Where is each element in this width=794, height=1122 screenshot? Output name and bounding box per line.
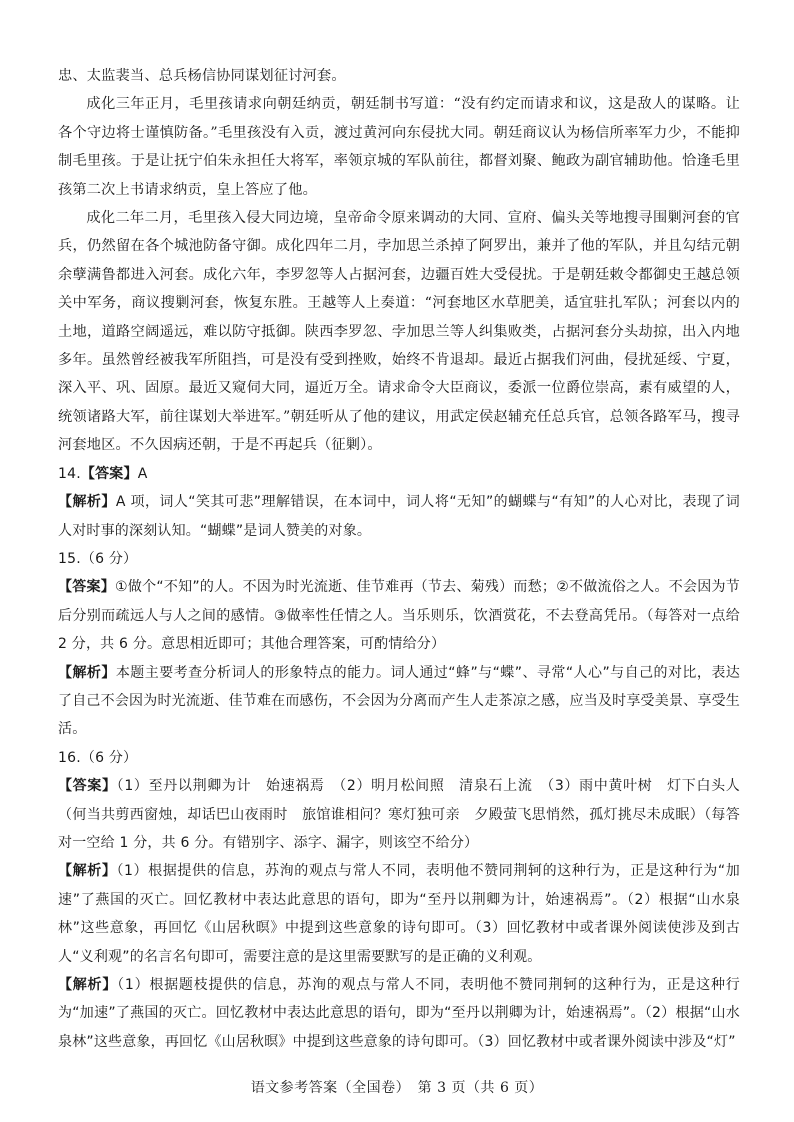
question-15 bbox=[58, 545, 740, 744]
question-heading: 16.（6 分） bbox=[58, 749, 138, 766]
question-heading: 15.（6 分） bbox=[58, 550, 138, 567]
explanation-tag: 【解析】 bbox=[58, 863, 117, 880]
explanation-text: （1）根据题枝提供的信息，苏洵的观点与常人不同，表明他不赞同荆轲的这种行为，正是这种行为“加速”了燕国的灭亡。回忆教材中表达此意思的语句，即为“至丹以荆卿为计，始速祸焉”。（2）根据“山水泉林”这些意象，再回忆《山居秋暝》中提到这些意象的诗句即可。（3）回忆教材中或者课外阅读中涉及“灯” bbox=[58, 977, 740, 1050]
answer-text: A bbox=[137, 465, 148, 482]
question-15-explanation bbox=[58, 659, 740, 744]
question-16-explanation bbox=[58, 857, 740, 971]
explanation-text: 本题主要考查分析词人的形象特点的能力。词人通过“蜂”与“蝶”、寻常“人心”与自己的对比，表达了自己不会因为时光流逝、佳节难在而感伤，不会因为分离而产生人走茶凉之感，应当及时享受美景、享受生活。 bbox=[58, 664, 740, 738]
question-15-answer bbox=[58, 573, 740, 658]
question-16 bbox=[58, 744, 740, 1056]
question-14-explanation bbox=[58, 488, 740, 545]
translation-paragraph: 忠、太监裴当、总兵杨信协同谋划征讨河套。 bbox=[58, 68, 346, 84]
page-footer: 语文参考答案（全国卷） 第 3 页（共 6 页） bbox=[250, 1080, 544, 1096]
explanation-tag: 【解析】 bbox=[58, 977, 118, 993]
answer-tag: 【答案】 bbox=[58, 778, 117, 795]
translation-paragraph: 成化二年二月，毛里孩入侵大同边境，皇帝命令原来调动的大同、宣府、偏头关等地搜寻围剿河套的官兵，仍然留在各个城池防备守御。成化四年二月，孛加思兰杀掉了阿罗出，兼并了他的军队，并且勾结元朝余孽满鲁都进入河套。成化六年，李罗忽等人占据河套，边疆百姓大受侵扰。于是朝廷敕令都御史王越总领关中军务，商议搜剿河套，恢复东胜。王越等人上奏道：“河套地区水草肥美，适宜驻扎军队；河套以内的土地，道路空阔遥远，难以防守抵御。陕西李罗忽、孛加思兰等人纠集败类，占据河套分头劫掠，出入内地多年。虽然曾经被我军所阻挡，可是没有受到挫败，始终不肯退却。最近占据我们河曲，侵扰延绥、宁夏，深入平、巩、固原。最近又窥伺大同，逼近万全。请求命令大臣商议，委派一位爵位崇高，素有威望的人，统领诸路大军，前往谋划大举进军。”朝廷听从了他的建议，用武定侯赵辅充任总兵官，总领各路军马，搜寻河套地区。不久因病还朝，于是不再起兵（征剿）。 bbox=[58, 210, 740, 454]
explanation-tag: 【解析】 bbox=[58, 494, 116, 511]
answer-text: ①做个“不知”的人。不因为时光流逝、佳节难再（节去、菊残）而愁；②不做流俗之人。不会因为节后分别而疏远人与人之间的感情。③做率性任情之人。当乐则乐，饮酒赏花，不去登高凭吊。（每答对一点给 2 分，共 6 分。意思相近即可；其他合理答案，可酌情给分） bbox=[58, 579, 740, 653]
question-number: 14. bbox=[58, 465, 81, 482]
question-16-answer bbox=[58, 772, 740, 857]
answer-tag: 【答案】 bbox=[58, 579, 116, 596]
translation-paragraph: 成化三年正月，毛里孩请求向朝廷纳贡，朝廷制书写道：“没有约定而请求和议，这是敌人的谋略。让各个守边将士谨慎防备。”毛里孩没有入贡，渡过黄河向东侵扰大同。朝廷商议认为杨信所率军力少，不能抑制毛里孩。于是让抚宁伯朱永担任大将军，率领京城的军队前往，都督刘聚、鲍政为副官辅助他。恰逢毛里孩第二次上书请求纳贡，皇上答应了他。 bbox=[58, 96, 740, 198]
question-16-explanation-repeat bbox=[58, 971, 740, 1056]
explanation-tag: 【解析】 bbox=[58, 664, 116, 681]
question-14 bbox=[58, 460, 740, 545]
answer-page bbox=[58, 62, 740, 1056]
answer-tag: 【答案】 bbox=[80, 465, 138, 482]
answer-text: （1）至丹以荆卿为计 始速祸焉 （2）明月松间照 清泉石上流 （3）雨中黄叶树 灯下白头人（何当共剪西窗烛，却话巴山夜雨时 旅馆谁相问？寒灯独可亲 夕殿萤飞思悄然，孤灯挑尽未成眠）（每答对一空给 1 分，共 6 分。有错别字、添字、漏字，则该空不给分） bbox=[58, 778, 740, 851]
question-14-answer bbox=[58, 460, 740, 488]
explanation-text: （1）根据提供的信息，苏洵的观点与常人不同，表明他不赞同荆轲的这种行为，正是这种行为“加速”了燕国的灭亡。回忆教材中表达此意思的语句，即为“至丹以荆卿为计，始速祸焉”。（2）根据“山水泉林”这些意象，再回忆《山居秋暝》中提到这些意象的诗句即可。（3）回忆教材中或者课外阅读使涉及到古人“义利观”的名言名句即可，需要注意的是这里需要默写的是正确的义利观。 bbox=[58, 863, 740, 965]
explanation-text: A 项，词人“笑其可悲”理解错误，在本词中，词人将“无知”的蝴蝶与“有知”的人心对比，表现了词人对时事的深刻认知。“蝴蝶”是词人赞美的对象。 bbox=[58, 494, 740, 539]
